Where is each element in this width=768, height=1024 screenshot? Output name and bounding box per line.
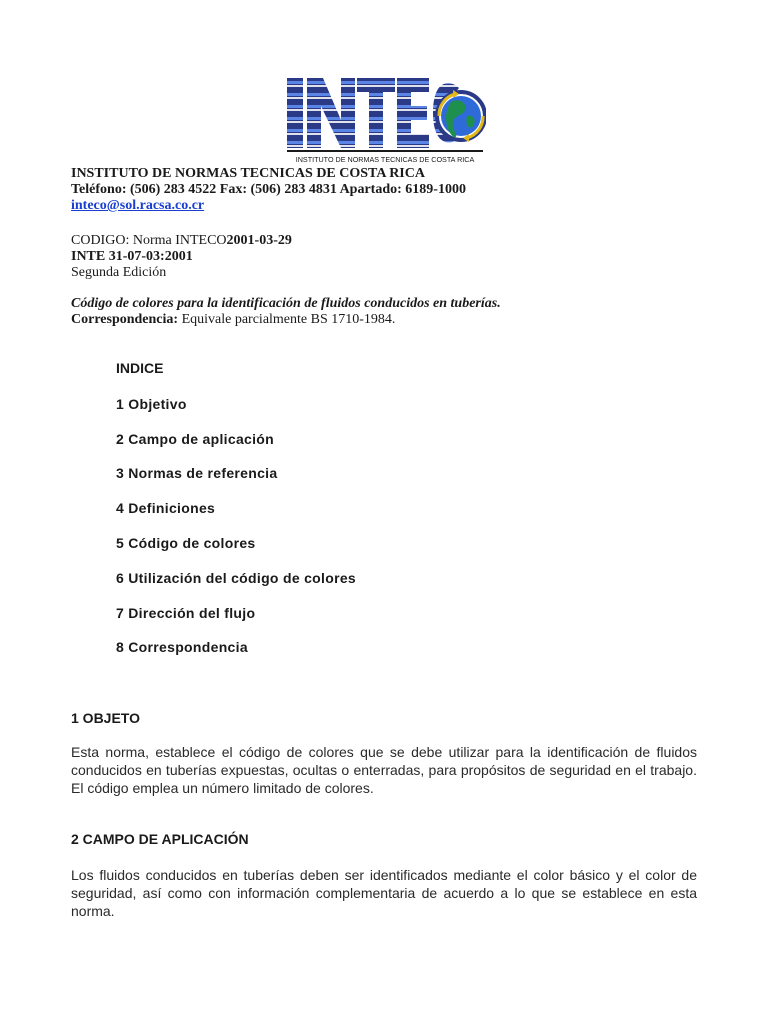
institute-header [71, 166, 711, 214]
index-item: 2 Campo de aplicación [116, 431, 275, 447]
code-label: CODIGO: Norma INTECO [71, 233, 227, 248]
section-heading-objeto: 1 OBJETO [71, 710, 140, 726]
index-item: 8 Correspondencia [116, 639, 248, 655]
contact-line: Teléfono: (506) 283 4522 Fax: (506) 283 4831 Apartado: 6189-1000 [71, 182, 466, 197]
code-date: 2001-03-29 [226, 233, 292, 248]
index-item: 6 Utilización del código de colores [116, 570, 356, 586]
index-item: 7 Dirección del flujo [116, 605, 256, 621]
index-item: 5 Código de colores [116, 535, 256, 551]
code-block [71, 233, 292, 281]
correspondence-label: Correspondencia: [71, 312, 179, 327]
globe-icon [437, 90, 485, 142]
section-heading-campo: 2 CAMPO DE APLICACIÓN [71, 831, 249, 847]
institute-name: INSTITUTO DE NORMAS TECNICAS DE COSTA RICA [71, 166, 425, 181]
document-title-block [71, 296, 501, 328]
index-item: 1 Objetivo [116, 396, 187, 412]
edition-label: Segunda Edición [71, 265, 167, 280]
section-body-objeto: Esta norma, establece el código de colores que se debe utilizar para la identificación de fluidos conducidos en tuberías expuestas, ocultas o enterradas, para propósitos de seguridad en el trabajo. El código emplea un número limitado de colores. [71, 744, 697, 796]
inteco-logo [283, 76, 486, 166]
section-body-campo: Los fluidos conducidos en tuberías deben ser identificados mediante el color básico y el color de seguridad, así como con información complementaria de acuerdo a lo que se establece en esta norma. [71, 867, 697, 919]
logo-letter-t [357, 78, 395, 148]
document-title: Código de colores para la identificación de fluidos conducidos en tuberías. [71, 296, 501, 311]
index-item: 4 Definiciones [116, 500, 216, 516]
logo-letter-e [397, 78, 429, 148]
logo-letter-i [287, 78, 303, 148]
index-title: INDICE [116, 360, 164, 376]
index-item: 3 Normas de referencia [116, 465, 278, 481]
logo-letter-n [307, 78, 355, 148]
logo-tagline: INSTITUTO DE NORMAS TECNICAS DE COSTA RICA [295, 155, 475, 164]
correspondence-value: Equivale parcialmente BS 1710-1984. [178, 312, 396, 327]
email-link[interactable]: inteco@sol.racsa.co.cr [71, 198, 205, 213]
norm-number: INTE 31-07-03:2001 [71, 249, 193, 264]
